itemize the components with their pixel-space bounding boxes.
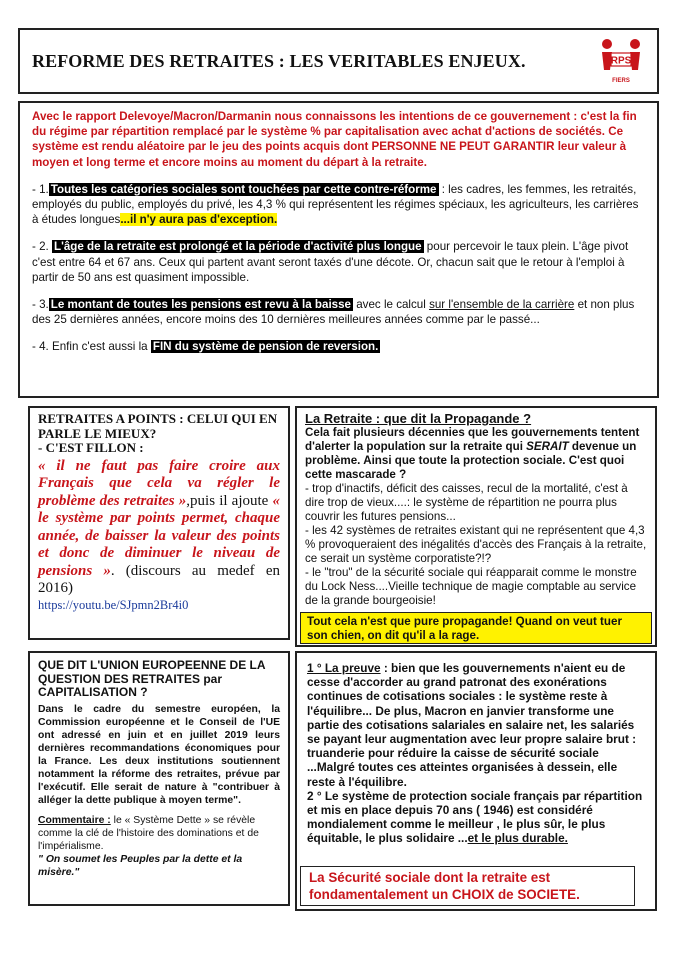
point-3-text-b: et non plus des 25 dernières années, encore moins des 10 dernières meilleures années comme par le passé... bbox=[32, 298, 635, 327]
propaganda-lead bbox=[305, 426, 647, 482]
fillon-quote-body bbox=[38, 458, 280, 598]
point-2-prefix: - 2. bbox=[32, 240, 52, 254]
propaganda-lead-b: devenue un problème. Ainsi que toute la protection sociale. C'est quoi cette mascarade ? bbox=[305, 440, 637, 481]
ue-comment-text: le « Système Dette » se révèle comme la clé de l'histoire des dominations et de l'impérialisme. bbox=[38, 814, 259, 852]
preuve-2-underline: et le plus durable. bbox=[467, 831, 568, 846]
logo-subtext: FIERS bbox=[612, 78, 630, 84]
page-title: REFORME DES RETRAITES : LES VERITABLES ENJEUX. bbox=[32, 51, 526, 71]
intro-box bbox=[18, 101, 659, 398]
fillon-mid: ,puis il ajoute bbox=[186, 492, 273, 509]
ue-body: Dans le cadre du semestre européen, la Commission européenne et le Conseil de l'UE ont adressé en juin et en juillet 2019 leurs dernières recommandations économiques pour la France. Les deux institutions soutiennent notamment la réforme des retraites, prévue par l'exécutif. Elle serait de nature à "contribuer à alléger la dette publique à moyen terme". bbox=[38, 703, 280, 806]
point-1-prefix: - 1. bbox=[32, 182, 49, 196]
point-2 bbox=[32, 239, 645, 285]
propaganda-item-2: - les 42 systèmes de retraites existant qui ne représentent que 4,3 % provoqueraient des inégalités d'accès des Français à la retraite, ce serait un système corporatiste?!? bbox=[305, 524, 647, 565]
point-3-underline: sur l'ensemble de la carrière bbox=[429, 298, 575, 312]
title-box bbox=[18, 28, 659, 94]
point-3-text-a: avec le calcul bbox=[353, 298, 430, 312]
fillon-heading-1: RETRAITES A POINTS : CELUI QUI EN PARLE LE MIEUX? bbox=[38, 411, 278, 441]
fillon-box bbox=[28, 406, 290, 640]
point-3-highlight: Le montant de toutes les pensions est revu à la baisse bbox=[50, 298, 352, 312]
ue-heading: QUE DIT L'UNION EUROPEENNE DE LA QUESTION DES RETRAITES par CAPITALISATION ? bbox=[38, 658, 266, 699]
point-2-highlight: L'âge de la retraite est prolongé et la période d'activité plus longue bbox=[53, 240, 422, 254]
point-1-text: : les cadres, les femmes, les retraités, employés du public, employés du privé, les 4,3 % qui représentent les régimes spéciaux, les agriculteurs, les carrières à études longues bbox=[32, 182, 639, 227]
preuve-1-label: 1 ° La preuve bbox=[307, 661, 381, 675]
youtube-link[interactable]: https://youtu.be/SJpmn2Br4i0 bbox=[38, 597, 189, 612]
rps-logo bbox=[597, 36, 645, 88]
propaganda-lead-a: Cela fait plusieurs décennies que les gouvernements tentent d'alerter la population sur la retraite qui bbox=[305, 426, 640, 453]
fillon-heading bbox=[38, 412, 280, 456]
ue-comment bbox=[38, 814, 280, 853]
intro-lead: Avec le rapport Delevoye/Macron/Darmanin nous connaissons les intentions de ce gouvernement : c'est la fin du régime par répartition remplacé par le système % par capitalisation avec achat d'actions de sociétés. Ce système est rendu aléatoire par le jeu des points acquis dont PERSONNE NE PEUT GARANTIR leur valeur à moyen et long terme et encore moins au moment du départ à la retraite. bbox=[32, 110, 637, 169]
fillon-end: . (discours au medef en 2016) bbox=[38, 562, 280, 596]
propaganda-title: La Retraite : que dit la Propagande ? bbox=[305, 411, 532, 426]
preuve-2-text: 2 ° Le système de protection sociale français par répartition et mis en place depuis 70 ans ( 1946) est considéré mondialement comme le meilleur , le plus sûr, le plus équitable, le plus solidaire ... bbox=[307, 788, 643, 846]
fillon-quote-1: « il ne faut pas faire croire aux Français que cela va régler le problème des retraites » bbox=[38, 457, 280, 509]
point-1 bbox=[32, 182, 645, 228]
point-4 bbox=[32, 339, 645, 354]
ue-box bbox=[28, 651, 290, 906]
fillon-heading-2: - C'EST FILLON : bbox=[38, 440, 144, 455]
fillon-quote-2: « le système par points permet, chaque année, de baisser la valeur des points et donc de diminuer le niveau de pensions » bbox=[38, 492, 280, 579]
propaganda-lead-em: SERAIT bbox=[526, 440, 569, 453]
point-1-highlight: Toutes les catégories sociales sont touchées par cette contre-réforme bbox=[50, 182, 437, 196]
point-4-prefix: - 4. Enfin c'est aussi la bbox=[32, 340, 151, 354]
ue-comment-label: Commentaire : bbox=[38, 814, 111, 826]
logo-text: RPS bbox=[610, 55, 632, 67]
propaganda-item-3: - le "trou" de la sécurité sociale qui réapparait comme le monstre du Lock Ness....Vieille technique de magie comptable au service de la grande bourgeoisie! bbox=[305, 566, 637, 607]
preuve-2 bbox=[307, 789, 645, 846]
point-2-text: pour percevoir le taux plein. L'âge pivot c'est entre 64 et 67 ans. Ceux qui partent avant seront taxés d'une décote. Or, chacun sait que le retour à l'emploi à partir de 50 ans est quasiment impossible. bbox=[32, 240, 629, 284]
ue-quote: " On soumet les Peuples par la dette et la misère." bbox=[38, 853, 243, 878]
point-1-yellow: ...il n'y aura pas d'exception. bbox=[120, 213, 278, 227]
point-3 bbox=[32, 297, 645, 327]
propaganda-highlight: Tout cela n'est que pure propagande! Quand on veut tuer son chien, on dit qu'il a la rage. bbox=[300, 612, 652, 644]
propaganda-item-1: - trop d'inactifs, déficit des caisses, recul de la mortalité, c'est à dire trop de vieux....: le système de répartition ne pourra plus couvrir les futures pensions... bbox=[305, 482, 628, 523]
preuve-1-text: : bien que les gouvernements n'aient eu de cesse d'accorder au grand patronat des exonérations continues de cotisations sociales : le système reste à l'équilibre... De plus, Macron en janvier transforme une partie des cotisations salariales en salaire net, les salariés se payant leur augmentation avec leur propre salaire brut : truanderie pour réduire la caisse de sécurité sociale ...Malgré toutes ces atteintes organisées à dessein, elle reste à l'équilibre. bbox=[307, 661, 637, 789]
conclusion-box: La Sécurité sociale dont la retraite est fondamentalement un CHOIX de SOCIETE. bbox=[300, 866, 635, 906]
point-4-highlight: FIN du système de pension de reversion. bbox=[152, 340, 379, 354]
point-3-prefix: - 3. bbox=[32, 298, 49, 312]
propaganda-box bbox=[295, 406, 657, 647]
preuve-1 bbox=[307, 661, 645, 789]
